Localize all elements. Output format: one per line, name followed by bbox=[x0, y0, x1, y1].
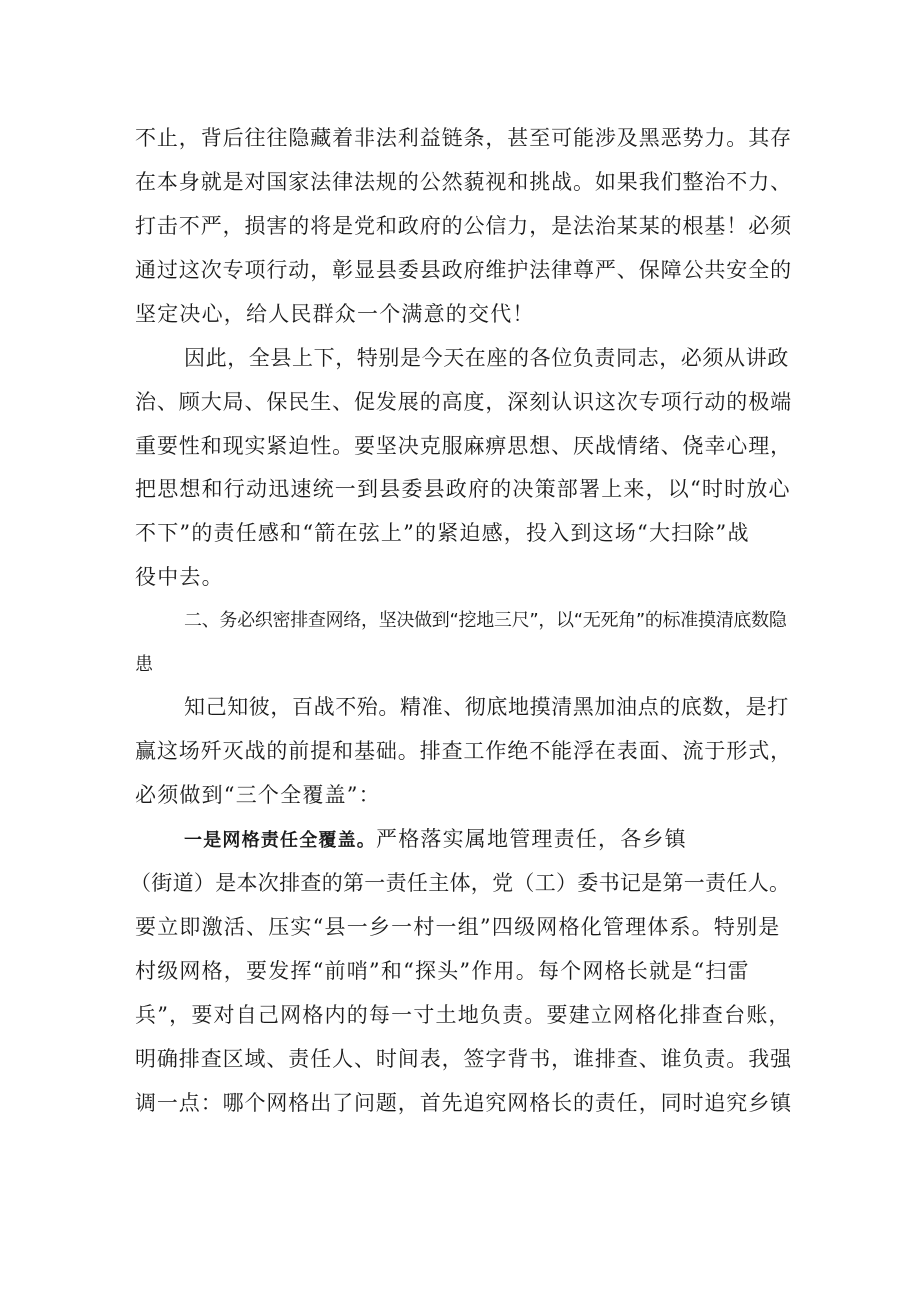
paragraph-3-line-3: 必须做到“三个全覆盖”： bbox=[135, 783, 381, 807]
paragraph-1-line-5: 坚定决心，给人民群众一个满意的交代！ bbox=[135, 302, 535, 326]
paragraph-4-line-2: （街道）是本次排查的第一责任主体，党（工）委书记是第一责任人。 bbox=[130, 871, 791, 895]
paragraph-4-line-3: 要立即激活、压实“县一乡一村一组”四级网格化管理体系。特别是 bbox=[135, 915, 781, 939]
section-heading-line-2: 患 bbox=[135, 654, 153, 675]
paragraph-1-line-2: 在本身就是对国家法律法规的公然藐视和挑战。如果我们整治不力、 bbox=[135, 170, 792, 194]
paragraph-4-line-1 bbox=[184, 817, 795, 861]
paragraph-2-line-6: 役中去。 bbox=[135, 565, 224, 589]
paragraph-2-line-3: 重要性和现实紧迫性。要坚决克服麻痹思想、厌战情绪、侥幸心理， bbox=[135, 434, 792, 458]
paragraph-2-line-2: 治、顾大局、保民生、促发展的高度，深刻认识这次专项行动的极端 bbox=[135, 390, 792, 414]
paragraph-1-line-1: 不止，背后往往隐藏着非法利益链条，甚至可能涉及黑恶势力。其存 bbox=[135, 126, 792, 150]
paragraph-1-line-3: 打击不严，损害的将是党和政府的公信力，是法治某某的根基！必须 bbox=[135, 214, 792, 238]
paragraph-4-line-6: 明确排查区域、责任人、时间表，签字背书，谁排查、谁负责。我强 bbox=[135, 1047, 792, 1071]
paragraph-4-bold-lead: 一是网格责任全覆盖。 bbox=[184, 830, 376, 851]
paragraph-4-first-line-rest: 严格落实属地管理责任，各乡镇 bbox=[376, 827, 687, 851]
paragraph-4-line-7: 调一点：哪个网格出了问题，首先追究网格长的责任，同时追究乡镇 bbox=[135, 1091, 792, 1115]
paragraph-2-line-4: 把思想和行动迅速统一到县委县政府的决策部署上来，以“时时放心 bbox=[135, 477, 791, 501]
paragraph-2-line-5: 不下”的责任感和“箭在弦上”的紧迫感，投入到这场“大扫除”战 bbox=[135, 521, 750, 545]
paragraph-2-line-1: 因此，全县上下，特别是今天在座的各位负责同志，必须从讲政 bbox=[184, 346, 789, 370]
paragraph-4-line-4: 村级网格，要发挥“前哨”和“探头”作用。每个网格长就是“扫雷 bbox=[135, 959, 750, 983]
paragraph-3-line-2: 赢这场歼灭战的前提和基础。排查工作绝不能浮在表面、流于形式， bbox=[135, 739, 792, 763]
paragraph-3-line-1: 知己知彼，百战不殆。精准、彻底地摸清黑加油点的底数，是打 bbox=[184, 695, 789, 719]
section-heading-line-1: 二、务必织密排查网络，坚决做到“挖地三尺”，以“无死角”的标准摸清底数隐 bbox=[184, 610, 787, 631]
paragraph-1-line-4: 通过这次专项行动，彰显县委县政府维护法律尊严、保障公共安全的 bbox=[135, 258, 792, 282]
paragraph-4-line-5: 兵”，要对自己网格内的每一寸土地负责。要建立网格化排查台账， bbox=[135, 1003, 791, 1027]
